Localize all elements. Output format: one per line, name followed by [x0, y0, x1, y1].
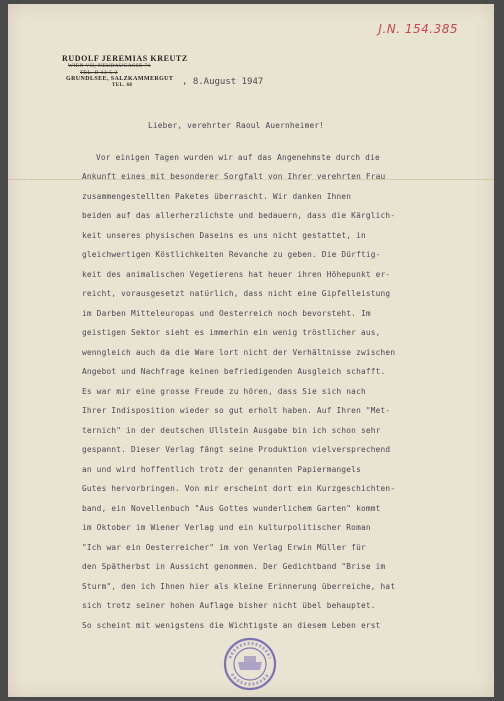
- archive-mark: J.N. 154.385: [378, 22, 458, 36]
- body-line: band, ein Novellenbuch "Aus Gottes wunderlichem Garten" kommt: [82, 503, 381, 513]
- letterhead-telephone: TEL. 68: [112, 82, 133, 88]
- body-line: keit des animalischen Vegetierens hat heuer ihren Höhepunkt er-: [82, 269, 391, 279]
- body-line: Gutes hervorbringen. Von mir erscheint dort ein Kurzgeschichten-: [82, 484, 396, 493]
- body-line: wenngleich auch da die Ware lort nicht der Verhältnisse zwischen: [82, 347, 396, 357]
- body-line: im Oktober im Wiener Verlag und ein kulturpolitischer Roman: [82, 523, 371, 532]
- body-line: Vor einigen Tagen wurden wir auf das Angenehmste durch die: [96, 152, 380, 162]
- body-line: gespannt. Dieser Verlag fängt seine Produktion vielversprechend: [82, 445, 391, 454]
- library-stamp: [222, 636, 278, 692]
- body-line: Ihrer Indisposition wieder so gut erholt haben. Auf Ihren "Met-: [82, 406, 391, 415]
- dateline: , 8.August 1947: [182, 77, 264, 87]
- body-line: gleichwertigen Köstlichkeiten Revanche zu geben. Die Dürftig-: [82, 250, 381, 259]
- body-line: an und wird hoffentlich trotz der genannten Papiermangels: [82, 464, 361, 474]
- body-line: Angebot und Nachfrage keinen befriedigenden Ausgleich schafft.: [82, 367, 386, 376]
- body-line: geistigen Sektor sieht es immerhin ein wenig tröstlicher aus,: [82, 328, 381, 337]
- body-line: keit unseres physischen Daseins es uns nicht gestattet, in: [82, 230, 366, 240]
- paragraph-gap: [82, 136, 484, 148]
- letter-body: [82, 116, 484, 635]
- letterhead-old-address-text: WIEN VII, NEUBAUGASSE 71: [68, 63, 151, 70]
- body-line: "Ich war ein Oesterreicher" im von Verlag Erwin Müller für: [82, 542, 366, 552]
- body-line: zusammengestellten Paketes überrascht. Wir danken Ihnen: [82, 191, 352, 201]
- letter-page: [8, 4, 494, 697]
- body-line: reicht, vorausgesetzt natürlich, dass nicht eine Gipfelleistung: [82, 289, 391, 298]
- body-line: So scheint mit wenigstens die Wichtigste an diesem Leben erst: [82, 620, 381, 630]
- body-line: ternich" in der deutschen Ullstein Ausgabe bin ich schon sehr: [82, 425, 381, 435]
- body-line: Es war mir eine grosse Freude zu hören, dass Sie sich nach: [82, 386, 366, 396]
- letterhead-name: RUDOLF JEREMIAS KREUTZ: [62, 54, 188, 63]
- greeting: Lieber, verehrter Raoul Auernheimer!: [148, 121, 325, 130]
- body-line: im Darben Mitteleuropas und Oesterreich noch bevorsteht. Im: [82, 308, 371, 318]
- letterhead-old-phone-text: TEL. B 33-5-2: [80, 69, 118, 76]
- body-line: beiden auf das allerherzlichste und bedauern, dass die Kärglich-: [82, 211, 396, 220]
- body-line: Sturm", den ich Ihnen hier als kleine Erinnerung überreiche, hat: [82, 581, 396, 591]
- body-line: den Spätherbst in Aussicht genommen. Der Gedichtband "Brise im: [82, 562, 386, 571]
- body-line: sich trotz seiner hohen Auflage bisher nicht übel behauptet.: [82, 601, 376, 610]
- body-line: Ankunft eines mit besonderer Sorgfalt von Ihrer verehrten Frau: [82, 172, 386, 181]
- letterhead-address: GRUNDLSEE, SALZKAMMERGUT: [66, 75, 174, 82]
